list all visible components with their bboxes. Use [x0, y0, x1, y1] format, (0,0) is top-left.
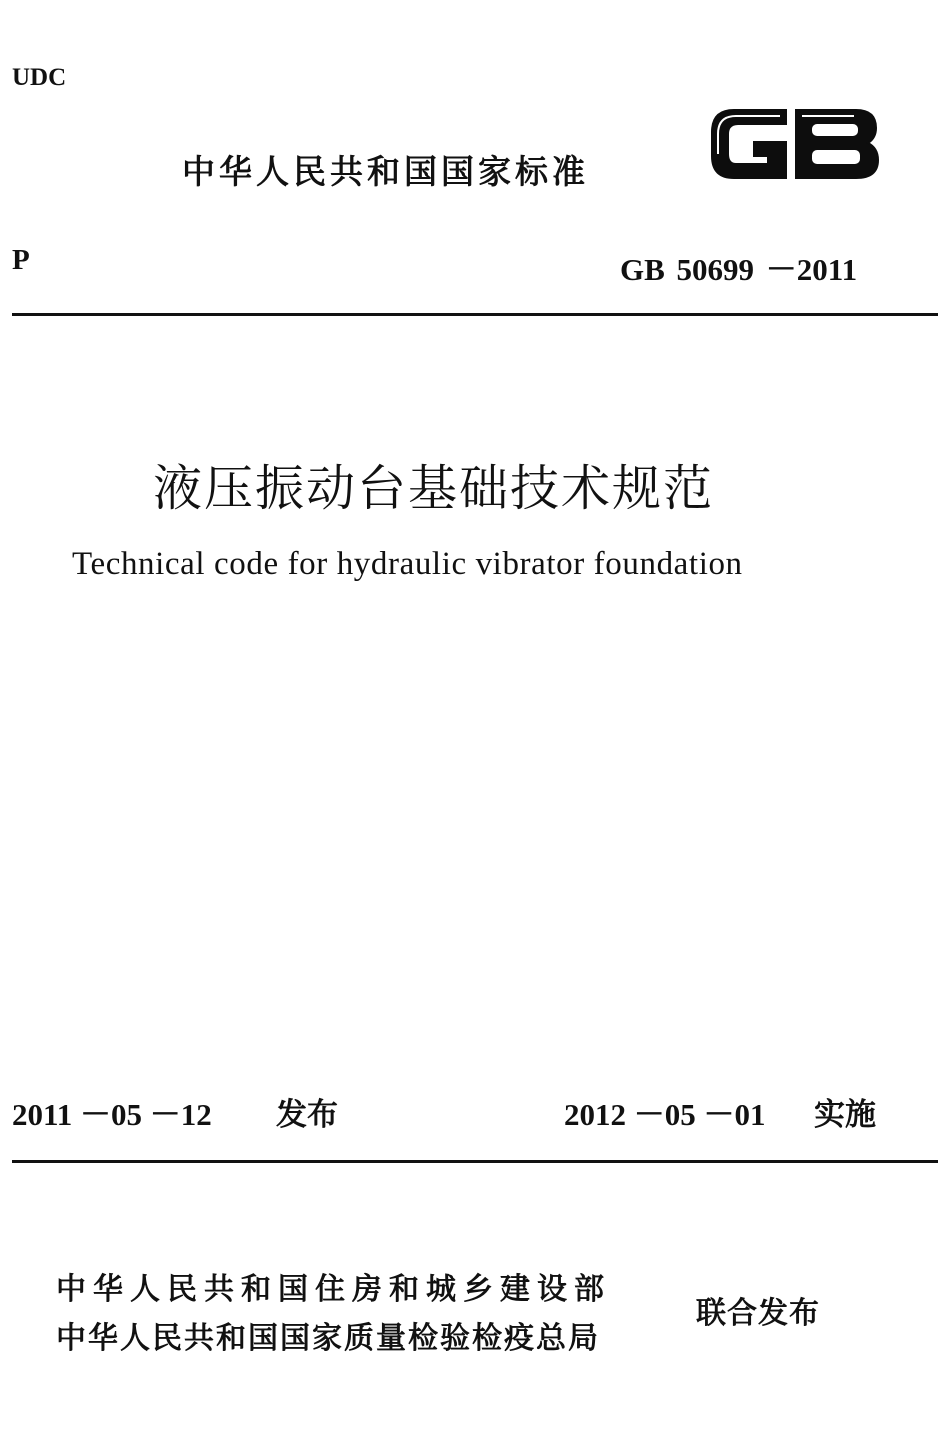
- standard-number: GB 50699 －2011: [620, 252, 858, 287]
- implementation-date: 2012 －05 －01: [564, 1097, 766, 1132]
- document-title-english: Technical code for hydraulic vibrator foundation: [72, 546, 743, 582]
- standard-type-heading: 中华人民共和国国家标准: [182, 152, 589, 191]
- category-code: P: [12, 244, 30, 276]
- document-title-chinese: 液压振动台基础技术规范: [153, 460, 715, 517]
- bottom-divider: [12, 1160, 938, 1163]
- udc-label: UDC: [12, 64, 67, 91]
- implementation-label: 实施: [814, 1097, 876, 1133]
- issue-label: 发布: [276, 1097, 338, 1133]
- publisher-quality-bureau: 中华人民共和国国家质量检验检疫总局: [56, 1321, 600, 1356]
- issue-date: 2011 －05 －12: [12, 1097, 212, 1132]
- gb-logo: [706, 98, 884, 188]
- publisher-ministry: 中华人民共和国住房和城乡建设部: [56, 1272, 611, 1307]
- joint-issue-label: 联合发布: [696, 1296, 820, 1331]
- top-divider: [12, 313, 938, 316]
